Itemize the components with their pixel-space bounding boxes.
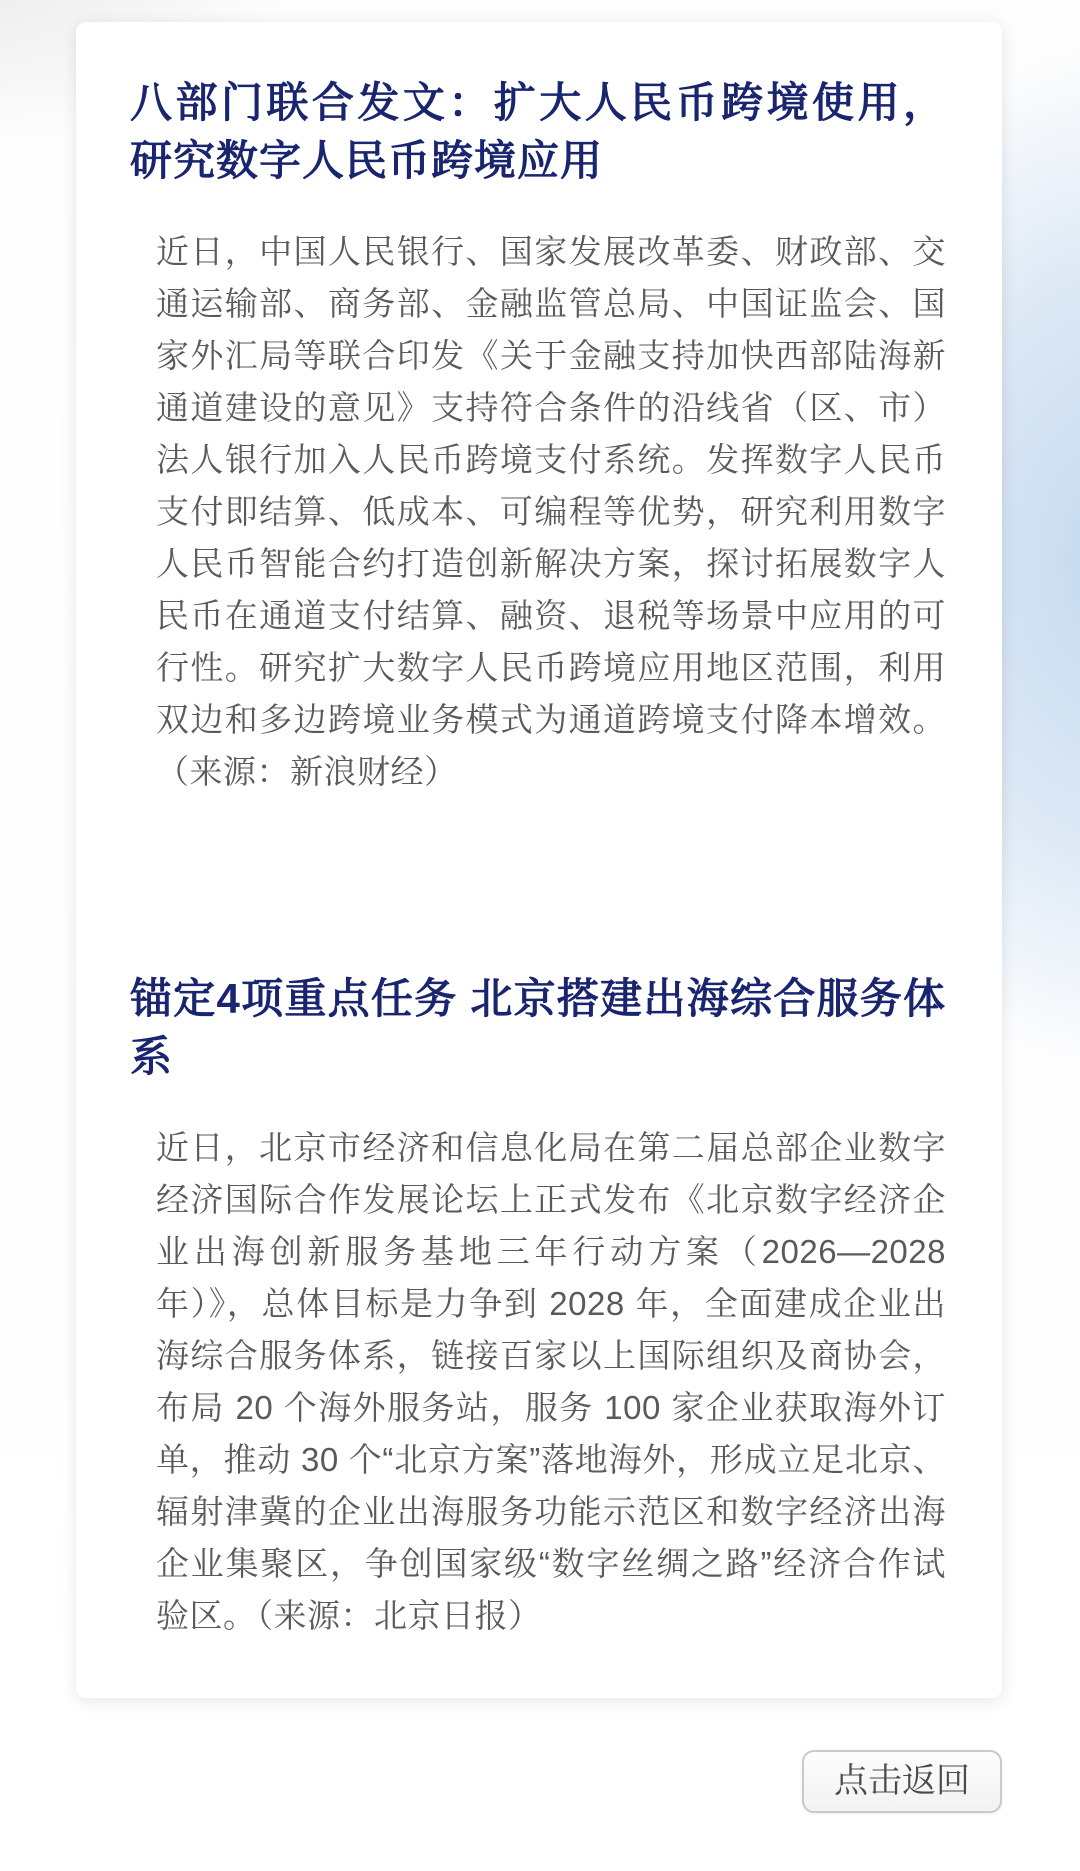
section-body: 近日，北京市经济和信息化局在第二届总部企业数字经济国际合作发展论坛上正式发布《北京数字经济企业出海创新服务基地三年行动方案（2026—2028 年）》，总体目标是力争到 2028 年，全面建成企业出海综合服务体系，链接百家以上国际组织及商协会，布局 20 个海外服务站，服务 100 家企业获取海外订单，推动 30 个“北京方案”落地海外，形成立足北京、辐射津冀的企业出海服务功能示范区和数字经济出海企业集聚区，争创国家级“数字丝绸之路”经济合作试验区。（来源：北京日报） xyxy=(156,1128,946,1634)
news-section-beijing-overseas-service xyxy=(130,970,946,1642)
news-section-rmb-cross-border xyxy=(130,74,946,798)
section-heading: 锚定4项重点任务 北京搭建出海综合服务体系 xyxy=(130,974,946,1080)
article-card xyxy=(76,22,1002,1698)
section-heading: 八部门联合发文：扩大人民币跨境使用，研究数字人民币跨境应用 xyxy=(130,79,946,184)
section-body: 近日，中国人民银行、国家发展改革委、财政部、交通运输部、商务部、金融监管总局、中国证监会、国家外汇局等联合印发《关于金融支持加快西部陆海新通道建设的意见》支持符合条件的沿线省（区、市）法人银行加入人民币跨境支付系统。发挥数字人民币支付即结算、低成本、可编程等优势，研究利用数字人民币智能合约打造创新解决方案，探讨拓展数字人民币在通道支付结算、融资、退税等场景中应用的可行性。研究扩大数字人民币跨境应用地区范围，利用双边和多边跨境业务模式为通道跨境支付降本增效。（来源：新浪财经） xyxy=(156,232,946,790)
back-button[interactable]: 点击返回 xyxy=(802,1750,1002,1813)
footer-bar xyxy=(0,1750,1080,1813)
